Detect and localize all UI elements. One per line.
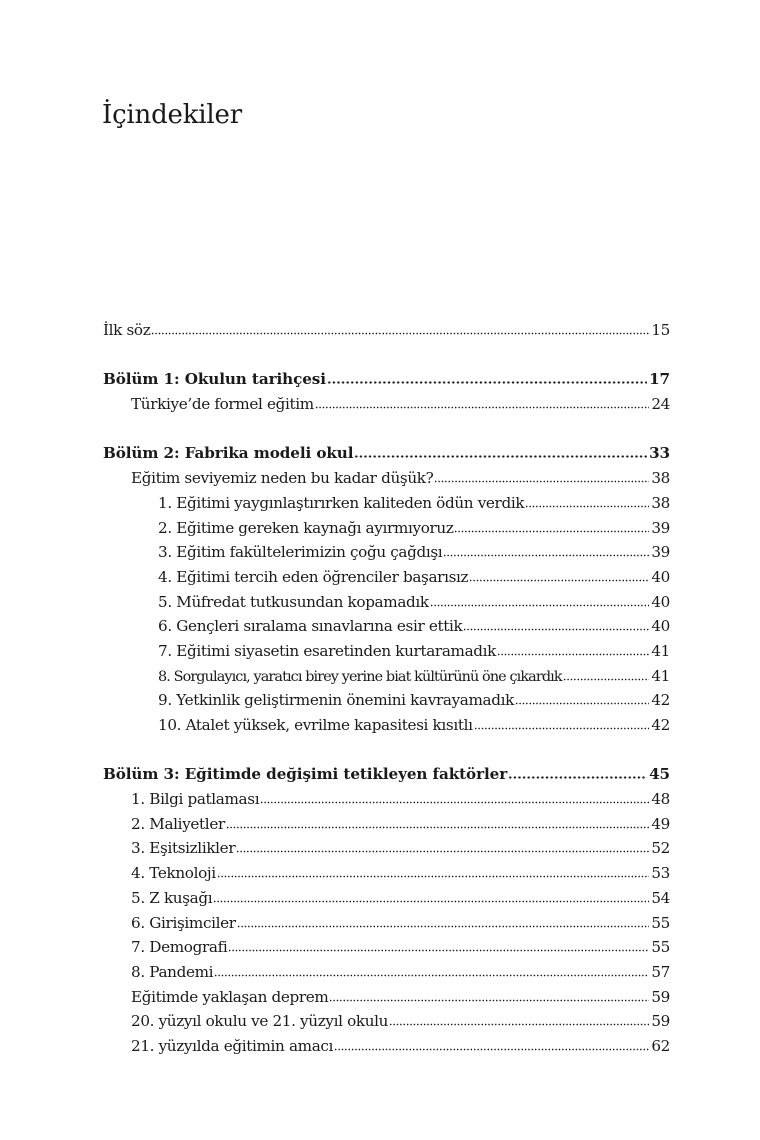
toc-entry-title: 7. Demografi bbox=[131, 938, 228, 957]
dot-leader bbox=[497, 641, 649, 656]
toc-entry-title: 2. Maliyetler bbox=[131, 814, 225, 833]
toc-entry[interactable] bbox=[103, 392, 670, 417]
toc-entry-title: 4. Teknoloji bbox=[131, 864, 216, 883]
toc-entry[interactable] bbox=[103, 985, 670, 1010]
section-spacer bbox=[103, 738, 670, 763]
dot-leader bbox=[525, 493, 649, 508]
dot-leader bbox=[334, 1036, 649, 1051]
toc-page-number: 40 bbox=[651, 567, 670, 586]
toc-page-number: 54 bbox=[651, 888, 670, 907]
toc-entry[interactable] bbox=[103, 1009, 670, 1034]
toc-entry-title: 4. Eğitimi tercih eden öğrenciler başarısız bbox=[158, 567, 469, 586]
dot-leader bbox=[214, 962, 649, 977]
toc-chapter-entry[interactable] bbox=[103, 762, 670, 787]
toc-entry[interactable] bbox=[103, 886, 670, 911]
toc-entry-title: 1. Bilgi patlaması bbox=[131, 790, 260, 809]
dot-leader bbox=[354, 443, 647, 458]
toc-entry[interactable] bbox=[103, 516, 670, 541]
toc-entry[interactable] bbox=[103, 614, 670, 639]
dot-leader bbox=[236, 838, 649, 853]
toc-entry-title: Eğitimde yaklaşan deprem bbox=[131, 987, 329, 1006]
table-of-contents bbox=[103, 318, 670, 1059]
toc-entry[interactable] bbox=[103, 911, 670, 936]
toc-entry-title: 9. Yetkinlik geliştirmenin önemini kavrayamadık bbox=[158, 691, 514, 710]
toc-chapter-entry[interactable] bbox=[103, 367, 670, 392]
dot-leader bbox=[463, 616, 649, 631]
toc-entry[interactable] bbox=[103, 935, 670, 960]
dot-leader bbox=[469, 567, 649, 582]
toc-page-number: 55 bbox=[651, 913, 670, 932]
dot-leader bbox=[474, 715, 650, 730]
toc-entry[interactable] bbox=[103, 861, 670, 886]
toc-entry[interactable] bbox=[103, 664, 670, 689]
toc-entry-title: 2. Eğitime gereken kaynağı ayırmıyoruz bbox=[158, 518, 454, 537]
toc-page-number: 42 bbox=[651, 691, 670, 710]
toc-page-number: 45 bbox=[649, 765, 670, 784]
dot-leader bbox=[213, 888, 649, 903]
toc-page-number: 40 bbox=[651, 592, 670, 611]
toc-entry-title: 1. Eğitimi yaygınlaştırırken kaliteden ödün verdik bbox=[158, 493, 525, 512]
toc-entry-title: 21. yüzyılda eğitimin amacı bbox=[131, 1036, 334, 1055]
toc-entry-title: İlk söz bbox=[103, 321, 151, 339]
toc-entry[interactable] bbox=[103, 713, 670, 738]
toc-page-number: 55 bbox=[651, 938, 670, 957]
toc-entry[interactable] bbox=[103, 639, 670, 664]
toc-entry-title: 20. yüzyıl okulu ve 21. yüzyıl okulu bbox=[131, 1012, 389, 1031]
dot-leader bbox=[327, 369, 647, 384]
toc-entry-title: 8. Pandemi bbox=[131, 962, 214, 981]
toc-page-number: 40 bbox=[651, 617, 670, 636]
dot-leader bbox=[430, 591, 650, 606]
toc-page-number: 52 bbox=[651, 839, 670, 858]
dot-leader bbox=[315, 394, 650, 409]
toc-entry[interactable] bbox=[103, 960, 670, 985]
toc-page-number: 41 bbox=[651, 641, 670, 660]
dot-leader bbox=[329, 986, 649, 1001]
toc-page-number: 41 bbox=[651, 666, 670, 685]
toc-entry[interactable] bbox=[103, 318, 670, 343]
toc-entry[interactable] bbox=[103, 540, 670, 565]
toc-entry-title: Bölüm 1: Okulun tarihçesi bbox=[103, 370, 326, 389]
toc-page-number: 57 bbox=[651, 962, 670, 981]
dot-leader bbox=[508, 764, 647, 779]
dot-leader bbox=[515, 690, 649, 705]
toc-page-number: 39 bbox=[651, 543, 670, 562]
toc-entry[interactable] bbox=[103, 836, 670, 861]
toc-entry-title: 3. Eşitsizlikler bbox=[131, 839, 236, 858]
toc-entry-title: 3. Eğitim fakültelerimizin çoğu çağdışı bbox=[158, 543, 443, 562]
toc-page-number: 24 bbox=[651, 395, 670, 414]
dot-leader bbox=[237, 912, 650, 927]
dot-leader bbox=[226, 814, 649, 829]
toc-entry-title: 7. Eğitimi siyasetin esaretinden kurtaramadık bbox=[158, 641, 497, 660]
dot-leader bbox=[389, 1011, 649, 1026]
dot-leader bbox=[443, 542, 649, 557]
toc-entry[interactable] bbox=[103, 491, 670, 516]
toc-entry-title: 6. Gençleri sıralama sınavlarına esir ettik bbox=[158, 617, 463, 636]
toc-entry-title: 10. Atalet yüksek, evrilme kapasitesi kısıtlı bbox=[158, 716, 473, 734]
toc-entry-title: Eğitim seviyemiz neden bu kadar düşük? bbox=[131, 469, 434, 488]
toc-entry-title: 5. Z kuşağı bbox=[131, 888, 213, 907]
dot-leader bbox=[434, 468, 649, 483]
toc-page-number: 38 bbox=[651, 493, 670, 512]
toc-page-number: 39 bbox=[651, 518, 670, 537]
section-spacer bbox=[103, 343, 670, 368]
dot-leader bbox=[151, 320, 649, 335]
toc-chapter-entry[interactable] bbox=[103, 441, 670, 466]
toc-entry-title: 6. Girişimciler bbox=[131, 913, 236, 932]
toc-page-number: 59 bbox=[651, 1012, 670, 1031]
toc-entry-title: Türkiye’de formel eğitim bbox=[131, 395, 314, 414]
toc-page-number: 15 bbox=[651, 321, 670, 339]
dot-leader bbox=[217, 863, 650, 878]
dot-leader bbox=[228, 937, 649, 952]
toc-entry[interactable] bbox=[103, 812, 670, 837]
toc-entry[interactable] bbox=[103, 565, 670, 590]
toc-page-number: 38 bbox=[651, 469, 670, 488]
toc-entry-title: Bölüm 3: Eğitimde değişimi tetikleyen faktörler bbox=[103, 765, 508, 784]
toc-page-number: 42 bbox=[651, 716, 670, 734]
toc-page-number: 53 bbox=[651, 864, 670, 883]
dot-leader bbox=[563, 665, 650, 680]
toc-entry-title: 8. Sorgulayıcı, yaratıcı birey yerine biat kültürünü öne çıkardık bbox=[158, 668, 562, 685]
toc-page-number: 48 bbox=[651, 790, 670, 809]
page-title: İçindekiler bbox=[102, 100, 242, 130]
toc-page-number: 17 bbox=[649, 370, 670, 389]
toc-entry[interactable] bbox=[103, 787, 670, 812]
toc-entry[interactable] bbox=[103, 1034, 670, 1059]
toc-page-number: 59 bbox=[651, 987, 670, 1006]
toc-entry-title: 5. Müfredat tutkusundan kopamadık bbox=[158, 592, 429, 611]
section-spacer bbox=[103, 417, 670, 442]
toc-page-number: 49 bbox=[651, 814, 670, 833]
toc-entry[interactable] bbox=[103, 590, 670, 615]
dot-leader bbox=[454, 517, 649, 532]
toc-entry[interactable] bbox=[103, 466, 670, 491]
toc-page-number: 33 bbox=[649, 444, 670, 463]
toc-entry-title: Bölüm 2: Fabrika modeli okul bbox=[103, 444, 354, 463]
toc-page-number: 62 bbox=[651, 1036, 670, 1055]
toc-entry[interactable] bbox=[103, 688, 670, 713]
dot-leader bbox=[260, 789, 649, 804]
